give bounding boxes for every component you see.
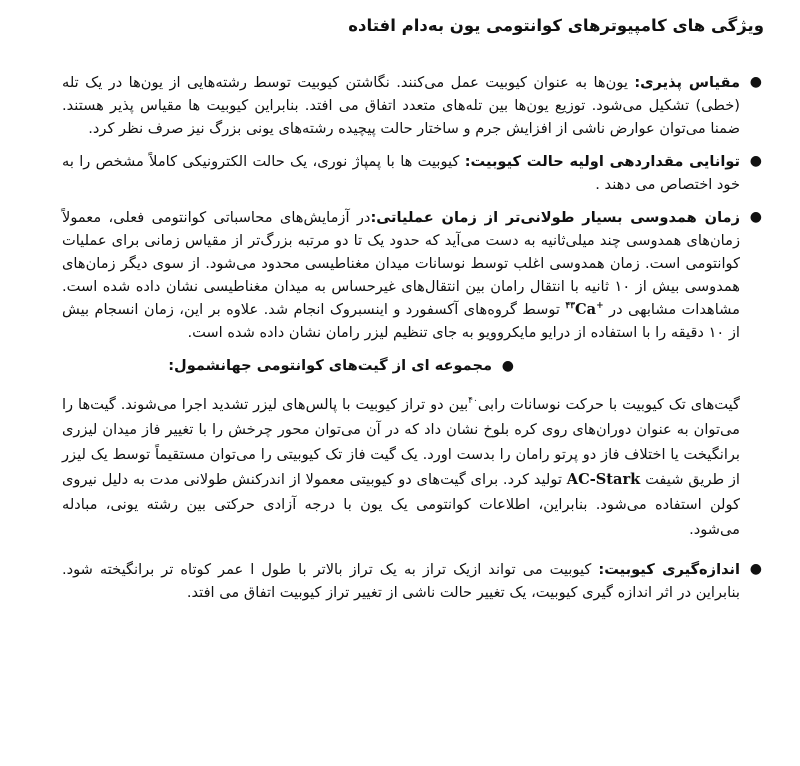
list-item-coherence (62, 206, 764, 344)
item-text-before: در آزمایش‌های محاسباتی کوانتومی فعلی، معمولاً زمان‌های همدوسی چند میلی‌ثانیه به دست می‌آید که حدود یک تا دو مرتبه بزرگ‌تر از مقیاس زمانی برای عملیات کوانتومی است. زمان همدوسی اغلب توسط نوسانات میدان مغناطیسی محدود می‌شود. از سوی دیگر زمان‌های همدوسی بیش از ۱۰ ثانیه با انتقال رامان بین انتقال‌های غیرحساس به میدان مغناطیسی نشان داده شده است. مشاهدات مشابهی در (62, 209, 741, 318)
feature-list (62, 71, 764, 344)
item-text: کیوبیت می تواند ازیک تراز به یک تراز بالاتر با طول ا عمر کوتاه تر برانگیخته شود. بنابراین در اثر اندازه گیری کیوبیت، یک تغییر حالت ناشی از تغییر تراز کیوبیت اتفاق می افتد. (62, 561, 740, 601)
item-text: یون‌ها به عنوان کیوبیت عمل می‌کنند. نگاشتن کیوبیت توسط رشته‌هایی از یون‌ها در یک تله (خطی) تشکیل می‌شود. توزیع یون‌ها بین تله‌های متعدد اتفاق می افتد. بنابراین کیوبیت ها مقیاس پذیر هستند. ضمنا می‌توان عوارض ناشی از افزایش جرم و ساختار حالت پیچیده رشته‌های یونی بزرگ نیز صرف نظر کرد. (62, 74, 740, 137)
bullet-icon: ● (749, 153, 762, 169)
item-term: توانایی مقداردهی اولیه حالت کیوبیت: (464, 153, 740, 170)
footnote-marker: ۴۰ (468, 396, 478, 407)
subheading-term: مجموعه ای از گیت‌های کوانتومی جهانشمول: (168, 357, 492, 374)
bullet-icon: ● (501, 358, 514, 374)
isotope-mass: ۴۳ (565, 301, 576, 312)
item-text: کیوبیت ها با پمپاژ نوری، یک حالت الکترونیکی کاملاً مشخص را به خود اختصاص می دهند . (62, 153, 740, 193)
isotope-symbol: Ca (575, 301, 597, 318)
bullet-icon: ● (749, 74, 762, 90)
list-item-measurement (62, 558, 764, 604)
gates-text-after: تولید کرد. برای گیت‌های دو کیوبیتی معمولا از اندرکنش طولانی مدت به دلیل نیروی کولن استفاده می‌شود. بنابراین، اطلاعات کوانتومی یک یون با درجه آزادی حرکتی بین رشته یونی، مبادله می‌شود. (62, 471, 740, 538)
subheading-gates (62, 354, 764, 378)
measurement-list (62, 558, 764, 604)
gates-text-before: گیت‌های تک کیوبیت با حرکت نوسانات رابی (477, 396, 740, 413)
page-title: ویژگی های کامپیوترهای کوانتومی یون به‌دام افتاده (348, 16, 764, 35)
list-item-scalability (62, 71, 764, 140)
isotope-charge: + (596, 301, 604, 312)
gates-text-middle: بین دو تراز کیوبیت با پالس‌های لیزر تشدید اجرا می‌شوند. گیت‌ها را می‌توان به عنوان دوران‌های روی کره بلوخ نشان داد که در آن می‌توان محور چرخش را با تغییر فاز میدان لیزری برانگیخت یا اختلاف فاز دو پرتو رامان را بدست اورد. یک گیت فاز تک کیوبیتی را می‌توان مستقیماً توسط یک لیزر از طریق شیفت (62, 396, 740, 488)
isotope-formula (565, 301, 603, 318)
ac-stark-term: AC-Stark (566, 471, 641, 488)
bullet-icon: ● (749, 209, 762, 225)
list-item-initialization (62, 150, 764, 196)
item-term: مقیاس پذیری: (634, 74, 740, 91)
item-term: زمان همدوسی بسیار طولانی‌تر از زمان عملیاتی: (370, 209, 740, 226)
gates-paragraph (62, 392, 764, 542)
bullet-icon: ● (749, 561, 762, 577)
item-term: اندازه‌گیری کیوبیت: (598, 561, 740, 578)
item-text-after: توسط گروه‌های آکسفورد و اینسبروک انجام شد. علاوه بر این، زمان انسجام بیش از ۱۰ دقیقه را با استفاده از درایو مایکروویو به جای تنظیم لیزر رامان نشان داده شده است. (62, 301, 740, 341)
